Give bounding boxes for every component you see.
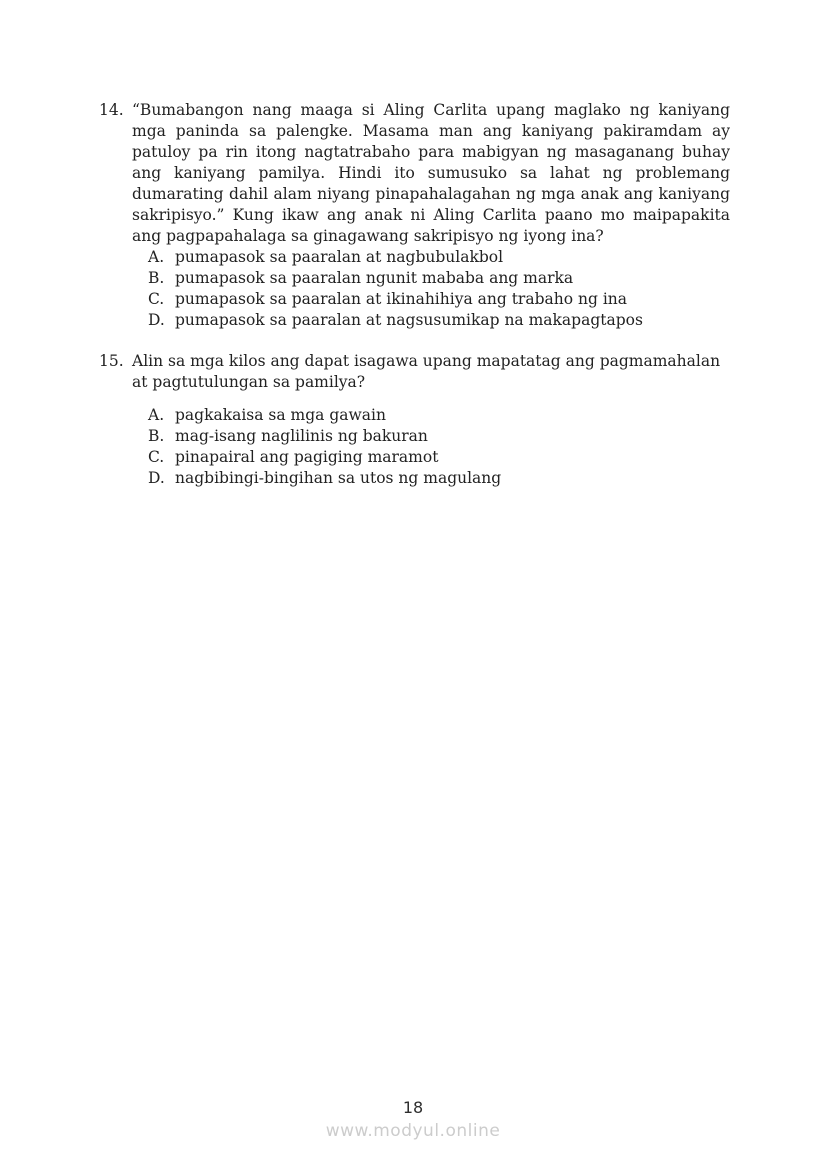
question-15-row [99,351,730,393]
option-14-b-letter: B. [148,269,165,287]
watermark-text: www.modyul.online [325,1121,501,1141]
page-footer [0,1098,826,1141]
option-14-c-text: pumapasok sa paaralan at ikinahihiya ang trabaho ng ina [175,290,627,308]
option-15-b [148,426,730,447]
question-15 [99,351,730,489]
option-14-d-letter: D. [148,311,165,329]
option-15-a [148,405,730,426]
option-15-d [148,468,730,489]
question-14-options [148,247,730,331]
option-14-c-letter: C. [148,290,165,308]
question-14-row [99,100,730,247]
option-14-a-text: pumapasok sa paaralan at nagbubulakbol [175,248,504,266]
page-number: 18 [402,1098,424,1117]
option-14-b-text: pumapasok sa paaralan ngunit mababa ang marka [175,269,574,287]
option-15-c [148,447,730,468]
quiz-content [99,100,730,489]
option-15-c-letter: C. [148,448,165,466]
option-14-d [148,310,730,331]
option-14-b [148,268,730,289]
question-15-number: 15. [99,352,124,370]
question-14-text: “Bumabangon nang maaga si Aling Carlita upang maglako ng kaniyang mga paninda sa palengke. Masama man ang kaniyang pakiramdam ay patuloy pa rin itong nagtatrabaho para mabigyan ng masaganang buhay ang kaniyang pamilya. Hindi ito sumusuko sa lahat ng problemang dumarating dahil alam niyang pinapahalagahan ng mga anak ang kaniyang sakripisyo.” Kung ikaw ang anak ni Aling Carlita paano mo maipapakita ang pagpapahalaga sa ginagawang sakripisyo ng iyong ina? [132,101,730,245]
option-15-c-text: pinapairal ang pagiging maramot [175,448,439,466]
option-15-d-letter: D. [148,469,165,487]
option-14-d-text: pumapasok sa paaralan at nagsusumikap na makapagtapos [175,311,643,329]
question-14 [99,100,730,331]
option-15-a-letter: A. [148,406,165,424]
question-15-text: Alin sa mga kilos ang dapat isagawa upang mapatatag ang pagmamahalan at pagtutulungan sa pamilya? [132,352,721,391]
option-14-c [148,289,730,310]
option-15-b-letter: B. [148,427,165,445]
question-15-options [148,405,730,489]
option-15-b-text: mag-isang naglilinis ng bakuran [175,427,428,445]
option-14-a-letter: A. [148,248,165,266]
option-15-d-text: nagbibingi-bingihan sa utos ng magulang [175,469,502,487]
option-14-a [148,247,730,268]
option-15-a-text: pagkakaisa sa mga gawain [175,406,386,424]
question-14-number: 14. [99,101,124,119]
